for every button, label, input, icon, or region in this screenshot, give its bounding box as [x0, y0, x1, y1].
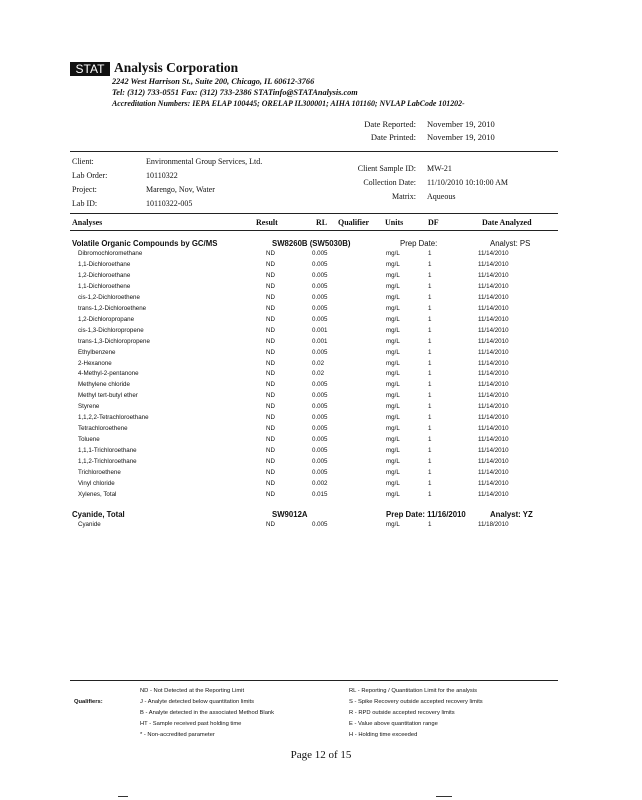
- units-value: mg/L: [386, 403, 400, 411]
- analyte-name: cis-1,2-Dichloroethene: [78, 293, 140, 301]
- table-row: [0, 521, 642, 532]
- analyte-name: Xylenes, Total: [78, 490, 117, 498]
- date-analyzed-value: 11/14/2010: [478, 447, 509, 455]
- voc-section-title: Volatile Organic Compounds by GC/MS: [72, 239, 218, 248]
- qualifier-note: S - Spike Recovery outside accepted recovery limits: [349, 699, 483, 705]
- table-row: [0, 338, 642, 349]
- voc-method: SW8260B (SW5030B): [272, 239, 351, 248]
- analyte-name: Tetrachloroethene: [78, 425, 128, 433]
- date-analyzed-value: 11/14/2010: [478, 403, 509, 411]
- qualifier-note: ND - Not Detected at the Reporting Limit: [140, 688, 245, 694]
- col-date-analyzed: Date Analyzed: [482, 218, 532, 227]
- result-value: ND: [266, 425, 275, 433]
- rl-value: 0.001: [312, 337, 328, 345]
- rl-value: 0.005: [312, 348, 328, 356]
- units-value: mg/L: [386, 436, 400, 444]
- qualifier-note: * - Non-accredited parameter: [140, 732, 215, 738]
- analyte-name: 1,1,2-Trichloroethane: [78, 458, 137, 466]
- df-value: 1: [428, 392, 432, 400]
- date-analyzed-value: 11/14/2010: [478, 370, 509, 378]
- table-row: [0, 360, 642, 371]
- date-analyzed-value: 11/14/2010: [478, 304, 509, 312]
- analyte-name: Cyanide: [78, 521, 101, 528]
- units-value: mg/L: [386, 326, 400, 334]
- df-value: 1: [428, 414, 432, 422]
- collection-date-label: Collection Date:: [363, 178, 416, 187]
- date-analyzed-value: 11/14/2010: [478, 348, 509, 356]
- date-analyzed-value: 11/14/2010: [478, 469, 509, 476]
- voc-analyst: Analyst: PS: [490, 239, 531, 248]
- rl-value: 0.005: [312, 521, 328, 528]
- units-value: mg/L: [386, 337, 400, 345]
- result-value: ND: [266, 271, 275, 279]
- qualifier-note: B - Analyte detected in the associated Method Blank: [140, 710, 275, 716]
- table-row: [0, 370, 642, 381]
- col-rl: RL: [316, 218, 328, 227]
- collection-date-value: 11/10/2010 10:10:00 AM: [427, 178, 509, 187]
- client-value: Environmental Group Services, Ltd.: [146, 157, 263, 166]
- date-reported-label: Date Reported:: [364, 119, 416, 129]
- rl-value: 0.015: [312, 490, 328, 498]
- df-value: 1: [428, 403, 432, 411]
- date-analyzed-value: 11/14/2010: [478, 425, 509, 433]
- rl-value: 0.005: [312, 250, 328, 257]
- units-value: mg/L: [386, 282, 400, 290]
- result-value: ND: [266, 293, 275, 301]
- divider: [70, 151, 558, 152]
- date-analyzed-value: 11/14/2010: [478, 293, 509, 301]
- table-row: [0, 283, 642, 294]
- analyte-name: Vinyl chloride: [78, 479, 115, 487]
- table-row: [0, 447, 642, 458]
- df-value: 1: [428, 521, 432, 528]
- result-value: ND: [266, 370, 275, 378]
- units-value: mg/L: [386, 447, 400, 455]
- units-value: mg/L: [386, 381, 400, 389]
- units-value: mg/L: [386, 250, 400, 257]
- analyte-name: 1,1,1-Trichloroethane: [78, 447, 137, 455]
- df-value: 1: [428, 337, 432, 345]
- voc-prep-date: Prep Date:: [400, 239, 438, 248]
- units-value: mg/L: [386, 479, 400, 487]
- company-address: 2242 West Harrison St., Suite 200, Chicago, IL 60612-3766: [112, 77, 315, 86]
- company-name: Analysis Corporation: [114, 60, 239, 75]
- rl-value: 0.005: [312, 315, 328, 323]
- qualifier-note: E - Value above quantitation range: [349, 721, 438, 727]
- matrix-label: Matrix:: [392, 192, 416, 201]
- cyanide-prep-date: Prep Date: 11/16/2010: [386, 510, 466, 519]
- rl-value: 0.001: [312, 326, 328, 334]
- result-value: ND: [266, 348, 275, 356]
- df-value: 1: [428, 326, 432, 334]
- analyte-name: cis-1,3-Dichloropropene: [78, 326, 144, 334]
- result-value: ND: [266, 403, 275, 411]
- table-row: [0, 316, 642, 327]
- result-value: ND: [266, 414, 275, 422]
- df-value: 1: [428, 425, 432, 433]
- rl-value: 0.005: [312, 458, 328, 466]
- units-value: mg/L: [386, 293, 400, 301]
- date-analyzed-value: 11/14/2010: [478, 337, 509, 345]
- df-value: 1: [428, 293, 432, 301]
- analyte-name: Methyl tert-butyl ether: [78, 392, 138, 400]
- rl-value: 0.005: [312, 447, 328, 455]
- result-value: ND: [266, 359, 275, 367]
- units-value: mg/L: [386, 315, 400, 323]
- table-row: [0, 403, 642, 414]
- df-value: 1: [428, 490, 432, 498]
- divider: [70, 680, 558, 681]
- result-value: ND: [266, 337, 275, 345]
- table-row: [0, 425, 642, 436]
- date-analyzed-value: 11/18/2010: [478, 521, 509, 528]
- cyanide-analyst: Analyst: YZ: [490, 510, 533, 519]
- date-analyzed-value: 11/14/2010: [478, 250, 509, 257]
- analyte-name: 4-Methyl-2-pentanone: [78, 370, 139, 378]
- table-row: [0, 305, 642, 316]
- table-row: [0, 469, 642, 480]
- date-analyzed-value: 11/14/2010: [478, 458, 509, 466]
- units-value: mg/L: [386, 425, 400, 433]
- result-value: ND: [266, 447, 275, 455]
- project-value: Marengo, Nov, Water: [146, 185, 215, 194]
- units-value: mg/L: [386, 359, 400, 367]
- table-row: [0, 272, 642, 283]
- analyte-name: Styrene: [78, 403, 100, 411]
- units-value: mg/L: [386, 458, 400, 466]
- date-analyzed-value: 11/14/2010: [478, 479, 509, 487]
- cyanide-method: SW9012A: [272, 510, 308, 519]
- divider: [70, 230, 558, 231]
- table-row: [0, 349, 642, 360]
- units-value: mg/L: [386, 348, 400, 356]
- analyte-name: Toluene: [78, 436, 100, 444]
- analyte-name: Methylene chloride: [78, 381, 130, 389]
- result-value: ND: [266, 479, 275, 487]
- divider: [70, 213, 558, 214]
- analyte-name: Dibromochloromethane: [78, 250, 143, 257]
- units-value: mg/L: [386, 260, 400, 268]
- lab-id-value: 10110322-005: [146, 199, 193, 208]
- table-row: [0, 491, 642, 502]
- company-contact: Tel: (312) 733-0551 Fax: (312) 733-2386 STATinfo@STATAnalysis.com: [112, 88, 358, 97]
- df-value: 1: [428, 469, 432, 476]
- table-row: [0, 414, 642, 425]
- client-label: Client:: [72, 157, 94, 166]
- df-value: 1: [428, 381, 432, 389]
- df-value: 1: [428, 315, 432, 323]
- result-value: ND: [266, 260, 275, 268]
- analyte-name: 2-Hexanone: [78, 359, 112, 367]
- analyte-name: 1,2-Dichloropropane: [78, 315, 135, 323]
- rl-value: 0.005: [312, 304, 328, 312]
- client-sample-label: Client Sample ID:: [357, 164, 416, 173]
- col-qualifier: Qualifier: [338, 218, 370, 227]
- result-value: ND: [266, 315, 275, 323]
- rl-value: 0.02: [312, 370, 325, 378]
- result-value: ND: [266, 250, 275, 257]
- units-value: mg/L: [386, 304, 400, 312]
- units-value: mg/L: [386, 370, 400, 378]
- rl-value: 0.005: [312, 271, 328, 279]
- qualifiers-label: Qualifiers:: [74, 699, 103, 705]
- df-value: 1: [428, 436, 432, 444]
- df-value: 1: [428, 304, 432, 312]
- table-row: [0, 294, 642, 305]
- rl-value: 0.005: [312, 381, 328, 389]
- table-row: [0, 480, 642, 491]
- units-value: mg/L: [386, 392, 400, 400]
- table-row: [0, 436, 642, 447]
- df-value: 1: [428, 348, 432, 356]
- scan-artifact: [436, 796, 452, 797]
- rl-value: 0.005: [312, 403, 328, 411]
- date-analyzed-value: 11/14/2010: [478, 326, 509, 334]
- col-analyses: Analyses: [72, 218, 103, 227]
- rl-value: 0.005: [312, 282, 328, 290]
- df-value: 1: [428, 260, 432, 268]
- df-value: 1: [428, 271, 432, 279]
- units-value: mg/L: [386, 490, 400, 498]
- date-analyzed-value: 11/14/2010: [478, 315, 509, 323]
- result-value: ND: [266, 392, 275, 400]
- result-value: ND: [266, 490, 275, 498]
- result-value: ND: [266, 282, 275, 290]
- result-value: ND: [266, 469, 275, 476]
- rl-value: 0.005: [312, 414, 328, 422]
- page-number: Page 12 of 15: [290, 749, 352, 761]
- date-analyzed-value: 11/14/2010: [478, 436, 509, 444]
- accreditation-numbers: Accreditation Numbers: IEPA ELAP 100445; ORELAP IL300001; AIHA 101160; NVLAP LabCode 101202-: [112, 99, 465, 108]
- table-row: [0, 261, 642, 272]
- df-value: 1: [428, 479, 432, 487]
- date-printed-label: Date Printed:: [370, 132, 416, 142]
- rl-value: 0.005: [312, 392, 328, 400]
- df-value: 1: [428, 250, 432, 257]
- date-analyzed-value: 11/14/2010: [478, 381, 509, 389]
- analyte-name: 1,1-Dichloroethane: [78, 260, 131, 268]
- stat-logo: STAT: [70, 62, 110, 76]
- units-value: mg/L: [386, 414, 400, 422]
- date-printed-value: November 19, 2010: [427, 132, 495, 142]
- col-result: Result: [256, 218, 278, 227]
- df-value: 1: [428, 370, 432, 378]
- date-analyzed-value: 11/14/2010: [478, 414, 509, 422]
- units-value: mg/L: [386, 469, 400, 476]
- table-row: [0, 392, 642, 403]
- col-units: Units: [385, 218, 404, 227]
- table-row: [0, 250, 642, 261]
- matrix-value: Aqueous: [427, 192, 456, 201]
- date-analyzed-value: 11/14/2010: [478, 359, 509, 367]
- analyte-name: trans-1,2-Dichloroethene: [78, 304, 147, 312]
- rl-value: 0.005: [312, 469, 328, 476]
- qualifier-note: HT - Sample received past holding time: [140, 721, 242, 727]
- df-value: 1: [428, 447, 432, 455]
- qualifier-note: RL - Reporting / Quantitation Limit for the analysis: [349, 688, 478, 694]
- date-reported-value: November 19, 2010: [427, 119, 495, 129]
- rl-value: 0.005: [312, 436, 328, 444]
- date-analyzed-value: 11/14/2010: [478, 260, 509, 268]
- lab-order-value: 10110322: [146, 171, 178, 180]
- lab-id-label: Lab ID:: [72, 199, 98, 208]
- project-label: Project:: [72, 185, 97, 194]
- date-analyzed-value: 11/14/2010: [478, 282, 509, 290]
- rl-value: 0.02: [312, 359, 325, 367]
- result-value: ND: [266, 521, 275, 528]
- analyte-name: trans-1,3-Dichloropropene: [78, 337, 150, 345]
- analyte-name: 1,2-Dichloroethane: [78, 271, 131, 279]
- df-value: 1: [428, 282, 432, 290]
- lab-order-label: Lab Order:: [72, 171, 108, 180]
- analyte-name: 1,1,2,2-Tetrachloroethane: [78, 414, 149, 422]
- col-df: DF: [428, 218, 439, 227]
- qualifier-note: J - Analyte detected below quantitation limits: [140, 699, 255, 705]
- result-value: ND: [266, 436, 275, 444]
- rl-value: 0.002: [312, 479, 328, 487]
- units-value: mg/L: [386, 521, 400, 528]
- qualifier-note: R - RPD outside accepted recovery limits: [349, 710, 455, 716]
- cyanide-section-title: Cyanide, Total: [72, 510, 125, 519]
- date-analyzed-value: 11/14/2010: [478, 392, 509, 400]
- df-value: 1: [428, 458, 432, 466]
- rl-value: 0.005: [312, 293, 328, 301]
- table-row: [0, 458, 642, 469]
- analyte-name: 1,1-Dichloroethene: [78, 282, 131, 290]
- scan-artifact: [118, 796, 128, 797]
- units-value: mg/L: [386, 271, 400, 279]
- result-value: ND: [266, 304, 275, 312]
- rl-value: 0.005: [312, 260, 328, 268]
- result-value: ND: [266, 326, 275, 334]
- analyte-name: Trichloroethene: [78, 469, 121, 476]
- analyte-name: Ethylbenzene: [78, 348, 116, 356]
- result-value: ND: [266, 381, 275, 389]
- rl-value: 0.005: [312, 425, 328, 433]
- client-sample-value: MW-21: [427, 164, 452, 173]
- table-row: [0, 381, 642, 392]
- table-row: [0, 327, 642, 338]
- qualifier-note: H - Holding time exceeded: [349, 732, 418, 738]
- result-value: ND: [266, 458, 275, 466]
- date-analyzed-value: 11/14/2010: [478, 490, 509, 498]
- date-analyzed-value: 11/14/2010: [478, 271, 509, 279]
- df-value: 1: [428, 359, 432, 367]
